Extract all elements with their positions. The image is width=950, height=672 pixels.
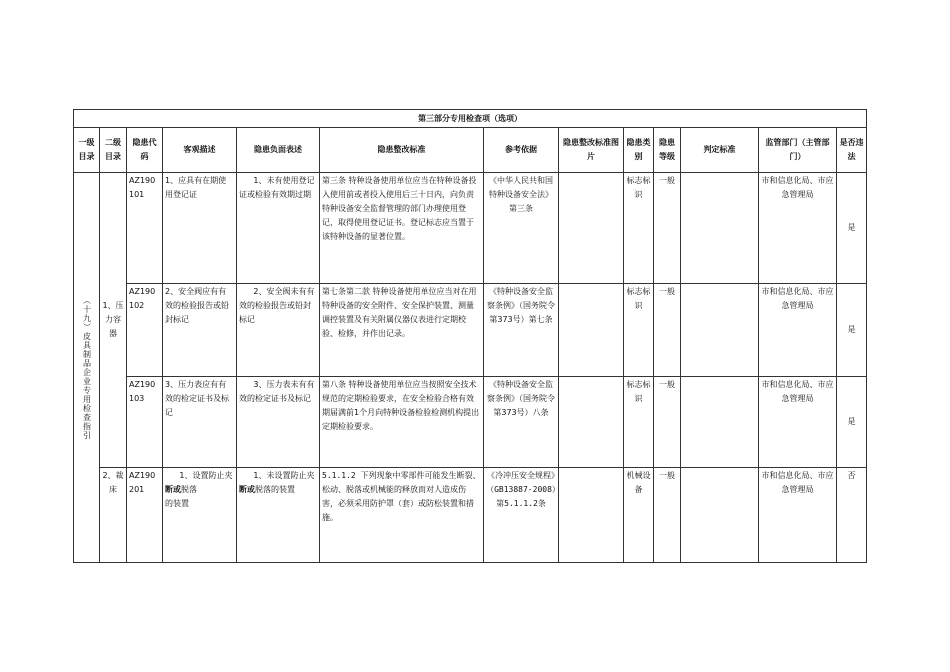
header-level1: 一级目录 xyxy=(74,128,100,173)
dept-cell: 市和信息化局、市应急管理局 xyxy=(759,468,837,563)
judge-cell xyxy=(681,173,759,284)
header-level2: 二级目录 xyxy=(100,128,127,173)
law-cell: 是 xyxy=(837,173,867,284)
image-cell xyxy=(559,173,624,284)
judge-cell xyxy=(681,284,759,377)
desc-part: 脱落 xyxy=(181,485,197,494)
negative-cell: 3、压力表未有有效的检定证书及标记 xyxy=(239,380,315,403)
category-cell: 标志标识 xyxy=(624,377,654,468)
desc-bold: 断或 xyxy=(165,485,181,494)
dept-cell: 市和信息化局、市应急管理局 xyxy=(759,173,837,284)
law-cell: 是 xyxy=(837,284,867,377)
grade-cell: 一般 xyxy=(654,173,681,284)
judge-cell xyxy=(681,468,759,563)
image-cell xyxy=(559,377,624,468)
header-law: 是否违法 xyxy=(837,128,867,173)
table-title: 第三部分专用检查项（选项） xyxy=(74,110,867,128)
standard-cell: 第七条第二款 特种设备使用单位应当对在用特种设备的安全附件、安全保护装置、测量调控装置及有关附属仪器仪表进行定期校验、检修，并作出记录。 xyxy=(320,284,484,377)
desc-part: 1、设置防止夹 xyxy=(179,471,233,480)
grade-cell: 一般 xyxy=(654,284,681,377)
header-desc: 客观描述 xyxy=(163,128,237,173)
standard-cell: 5.1.1.2 下列现象中零部件可能发生断裂、松动、脱落或机械能的释放而对人造成伤害，必须采用防护罩（套）或防松装置和措施。 xyxy=(320,468,484,563)
code-cell: AZ190102 xyxy=(127,284,163,377)
negative-cell xyxy=(237,468,320,563)
category-cell: 标志标识 xyxy=(624,173,654,284)
reference-cell: 《特种设备安全监察条例》（国务院令第373号）八条 xyxy=(484,377,559,468)
header-dept: 监管部门（主管部门） xyxy=(759,128,837,173)
code-cell: AZ190101 xyxy=(127,173,163,284)
grade-cell: 一般 xyxy=(654,377,681,468)
desc-cell xyxy=(163,468,237,563)
level2-cell-cutting: 2、裁床 xyxy=(100,468,127,563)
grade-cell: 一般 xyxy=(654,468,681,563)
inspection-table xyxy=(73,109,867,563)
negative-cell: 1、未有使用登记证或检验有效期过期 xyxy=(239,176,315,199)
desc-cell: 3、压力表应有有效的检定证书及标记 xyxy=(163,377,237,468)
header-negative: 隐患负面表述 xyxy=(237,128,320,173)
desc-part: 的装置 xyxy=(165,499,189,508)
desc-cell: 1、应具有在期使用登记证 xyxy=(163,173,237,284)
header-reference: 参考依据 xyxy=(484,128,559,173)
level2-cell-pressure: 1、压力容器 xyxy=(100,173,127,468)
table-row xyxy=(74,284,867,377)
header-grade: 隐患等级 xyxy=(654,128,681,173)
law-cell: 是 xyxy=(837,377,867,468)
table-row xyxy=(74,468,867,563)
dept-cell: 市和信息化局、市应急管理局 xyxy=(759,284,837,377)
code-cell: AZ190201 xyxy=(127,468,163,563)
reference-cell: 《冷冲压安全规程》（GB13887-2008）第5.1.1.2条 xyxy=(484,468,559,563)
law-cell: 否 xyxy=(837,468,867,563)
neg-bold: 断或 xyxy=(239,485,255,494)
category-cell: 机械设备 xyxy=(624,468,654,563)
header-category: 隐患类别 xyxy=(624,128,654,173)
header-standard: 隐患整改标准 xyxy=(320,128,484,173)
header-code: 隐患代码 xyxy=(127,128,163,173)
table-row xyxy=(74,173,867,284)
neg-part: 1、未设置防止夹 xyxy=(253,471,315,480)
header-image: 隐患整改标准图片 xyxy=(559,128,624,173)
standard-cell: 第八条 特种设备使用单位应当按照安全技术规范的定期检验要求，在安全检验合格有效期届满前1个月向特种设备检验检测机构提出定期检验要求。 xyxy=(320,377,484,468)
image-cell xyxy=(559,468,624,563)
image-cell xyxy=(559,284,624,377)
judge-cell xyxy=(681,377,759,468)
reference-cell: 《中华人民共和国特种设备安全法》第三条 xyxy=(484,173,559,284)
level1-label: （十九）皮具制品企业专用检查指引 xyxy=(82,295,92,440)
category-cell: 标志标识 xyxy=(624,284,654,377)
reference-cell: 《特种设备安全监察条例》（国务院令第373号）第七条 xyxy=(484,284,559,377)
standard-cell: 第三条 特种设备使用单位应当在特种设备投入使用前或者投入使用后三十日内，向负责特种设备安全监督管理的部门办理使用登记，取得使用登记证书。登记标志应当置于该特种设备的显著位置。 xyxy=(320,173,484,284)
dept-cell: 市和信息化局、市应急管理局 xyxy=(759,377,837,468)
desc-cell: 2、安全阀应有有效的检验报告或铅封标记 xyxy=(163,284,237,377)
level1-cell xyxy=(74,173,100,563)
neg-part: 脱落的装置 xyxy=(255,485,295,494)
header-judge: 判定标准 xyxy=(681,128,759,173)
code-cell: AZ190103 xyxy=(127,377,163,468)
negative-cell: 2、安全阀未有有效的检验报告或铅封标记 xyxy=(239,287,315,324)
table-row xyxy=(74,377,867,468)
